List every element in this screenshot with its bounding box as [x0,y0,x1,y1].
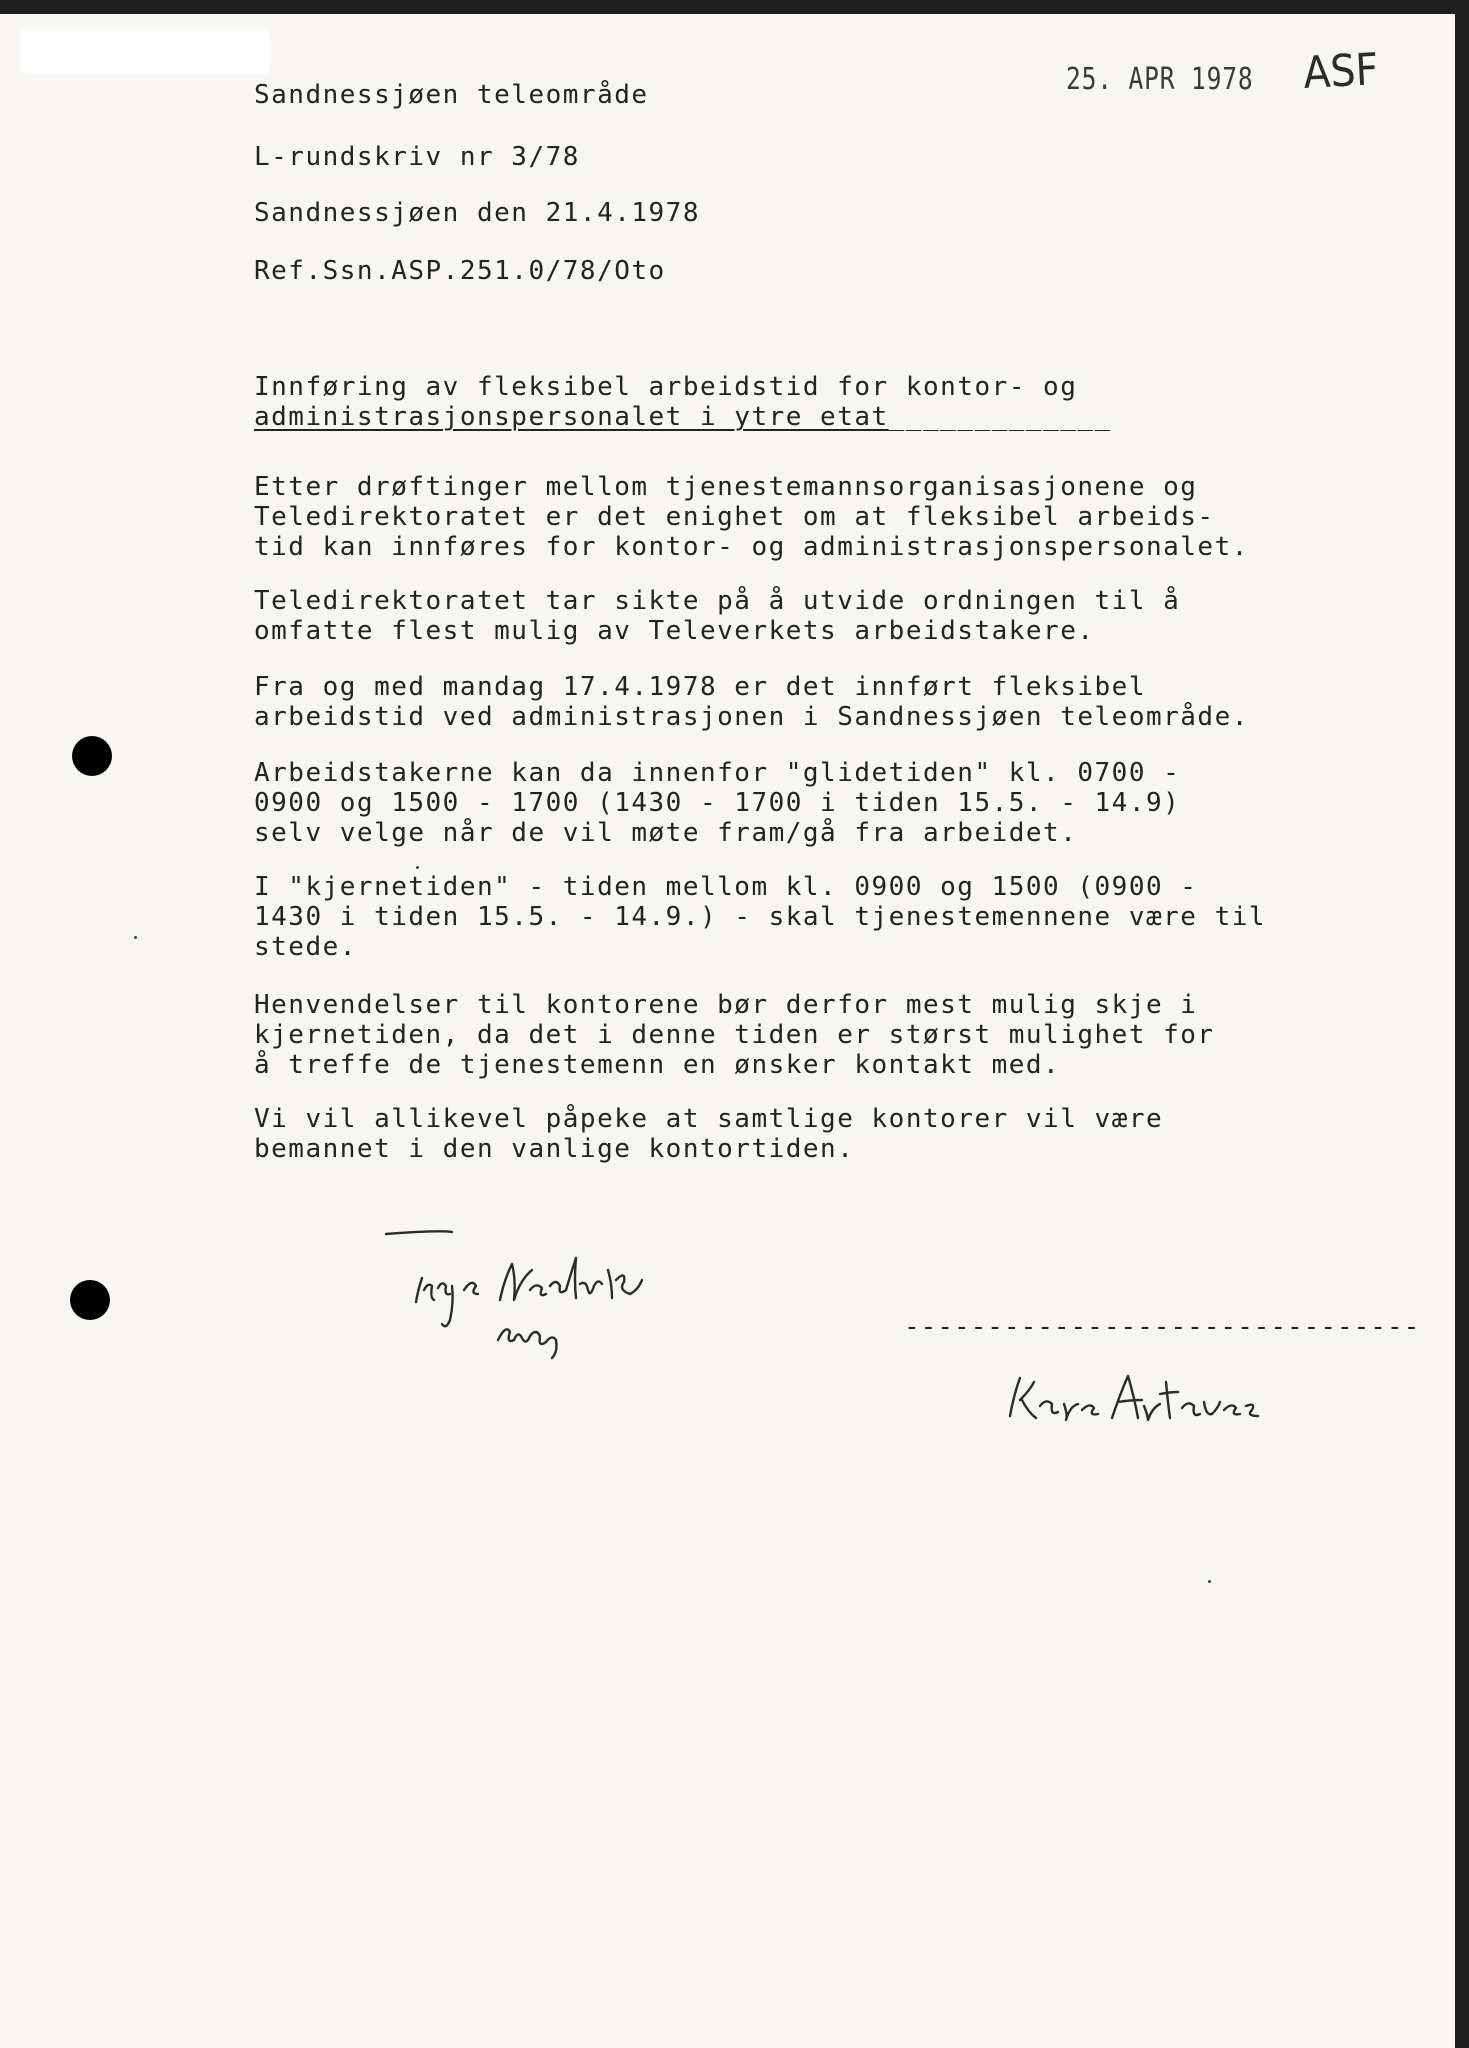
received-date-stamp: 25. APR 1978 [1066,62,1254,97]
scan-border-top [0,0,1469,14]
subject-line-1: Innføring av fleksibel arbeidstid for kontor- og [254,372,1078,402]
body-paragraph-6: Henvendelser til kontorene bør derfor mest mulig skje i kjernetiden, da det i denne tiden er størst mulighet for å treffe de tjenestemenn en ønsker kontakt med. [254,990,1215,1080]
place-and-date: Sandnessjøen den 21.4.1978 [254,198,700,228]
left-signature [380,1220,740,1370]
subject-line-2-fill: _____________ [888,402,1112,432]
subject-line-2-text: administrasjonspersonalet i ytre etat [254,402,889,432]
body-paragraph-7: Vi vil allikevel påpeke at samtlige kontorer vil være bemannet i den vanlige kontortiden. [254,1104,1164,1164]
scan-speck [416,866,419,869]
office-name: Sandnessjøen teleområde [254,80,649,110]
body-paragraph-5: I "kjernetiden" - tiden mellom kl. 0900 og 1500 (0900 - 1430 i tiden 15.5. - 14.9.) - skal tjenestemennene være til stede. [254,872,1267,962]
redacted-area [20,28,270,74]
body-paragraph-4: Arbeidstakerne kan da innenfor "glidetiden" kl. 0700 - 0900 og 1500 - 1700 (1430 - 1700 i tiden 15.5. - 14.9) selv velge når de vil møte fram/gå fra arbeidet. [254,758,1181,848]
circular-number: L-rundskriv nr 3/78 [254,142,580,172]
body-paragraph-3: Fra og med mandag 17.4.1978 er det innført fleksibel arbeidstid ved administrasjonen i Sandnessjøen teleområde. [254,672,1249,732]
scan-speck [1208,1580,1211,1583]
right-signature [1000,1360,1320,1450]
reference-number: Ref.Ssn.ASP.251.0/78/Oto [254,256,666,286]
signature-line: ------------------------------- [904,1312,1421,1342]
handwritten-initials: ASF [1302,44,1380,99]
body-paragraph-2: Teledirektoratet tar sikte på å utvide ordningen til å omfatte flest mulig av Televerkets arbeidstakere. [254,586,1181,646]
body-paragraph-1: Etter drøftinger mellom tjenestemannsorganisasjonene og Teledirektoratet er det enighet om at fleksibel arbeids- tid kan innføres for kontor- og administrasjonspersonalet. [254,472,1249,562]
punch-hole-top [72,736,112,776]
subject-line-2 [254,402,1112,432]
scan-speck [134,936,137,939]
punch-hole-bottom [70,1280,110,1320]
scan-border-right [1455,0,1469,2048]
